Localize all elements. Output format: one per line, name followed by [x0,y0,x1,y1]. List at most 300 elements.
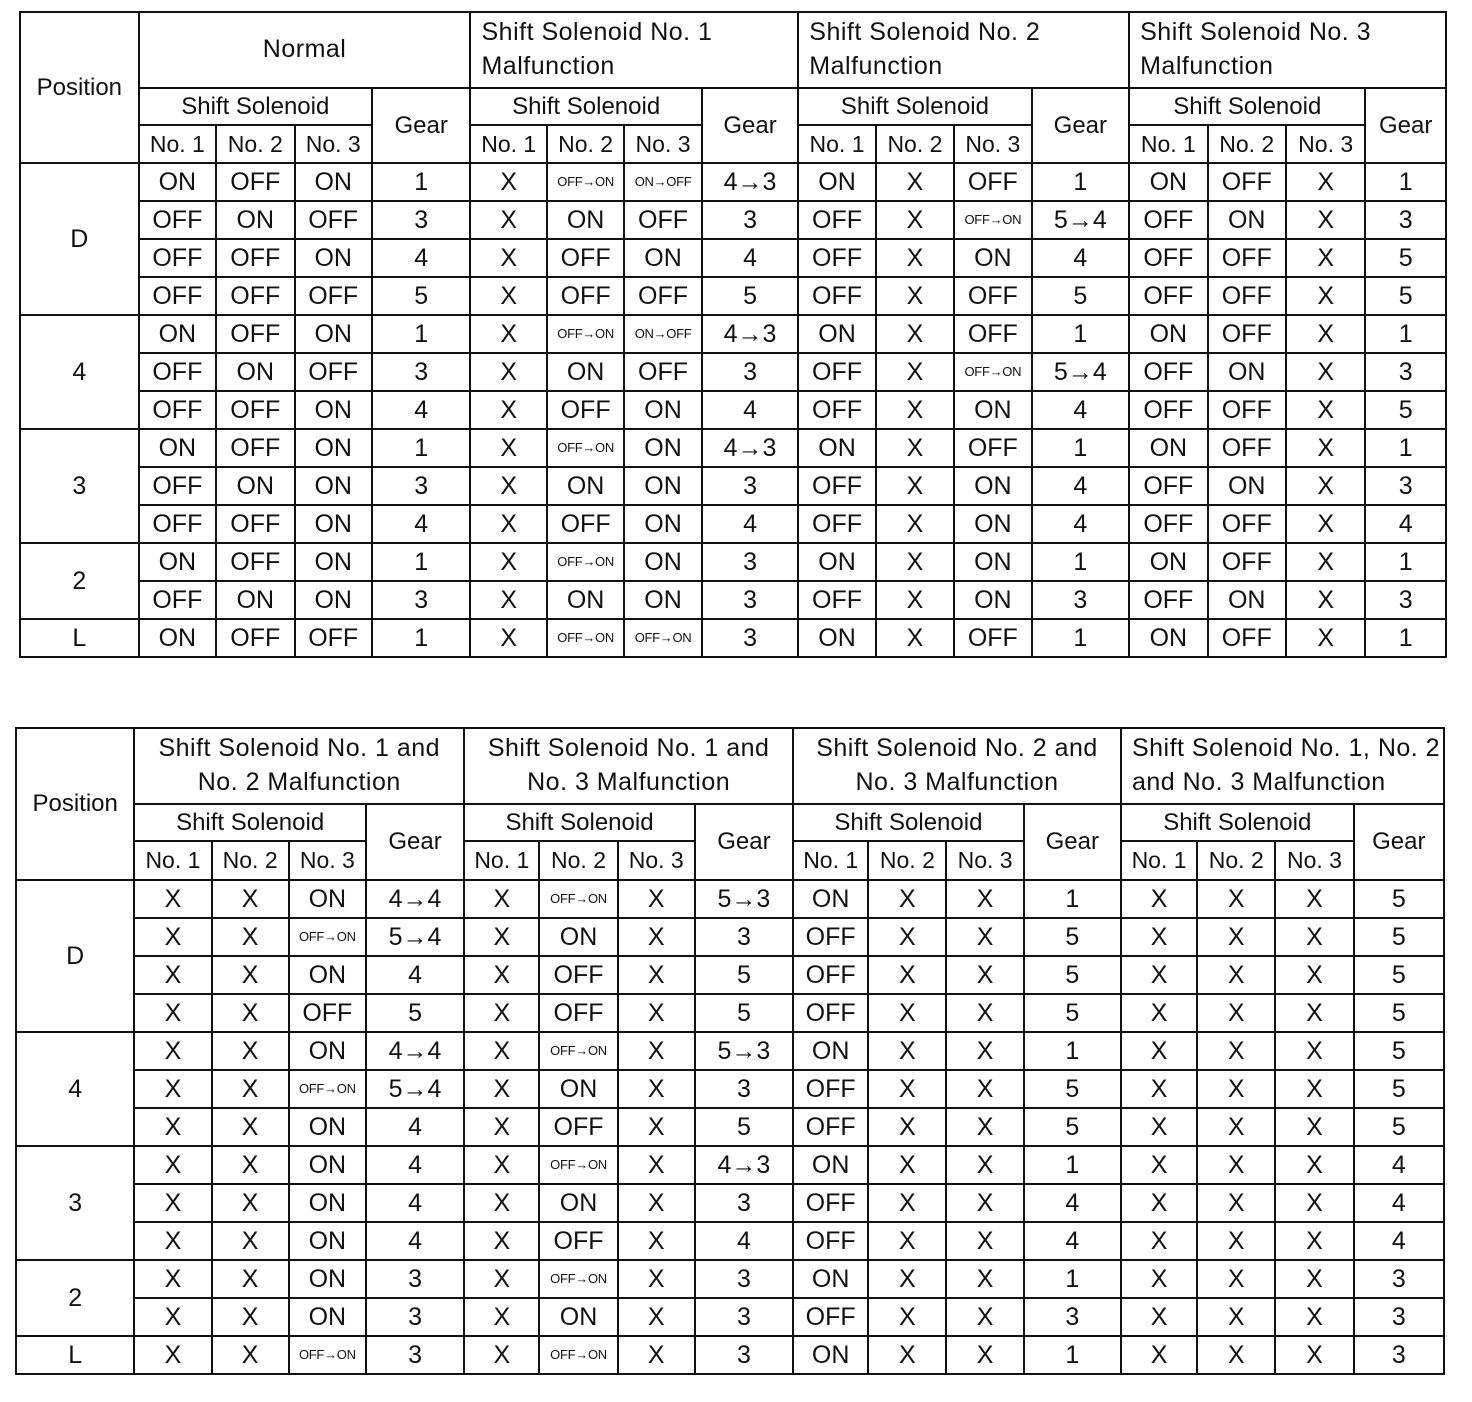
table-row [20,391,1446,429]
table-row [20,201,1446,239]
gear-cell: 5 [372,277,471,315]
gear-cell: 4 [1354,1222,1444,1260]
solenoid-state-cell: X [876,581,954,619]
solenoid-state-cell: OFF [1129,277,1207,315]
solenoid-state-cell: X [876,239,954,277]
solenoid-state-cell: X [1121,1260,1197,1298]
gear-cell: 3 [702,353,799,391]
solenoid-state-cell: OFF→ON [624,619,701,657]
table-row [16,1146,1444,1184]
gear-cell: 3 [695,918,793,956]
solenoid-state-cell: OFF [1208,277,1286,315]
solenoid-state-cell: ON [289,1184,366,1222]
gear-header: Gear [1365,88,1446,163]
solenoid-state-cell: X [470,467,546,505]
solenoid-state-cell: OFF [1208,163,1286,201]
gear-cell: 1 [1024,880,1121,918]
solenoid-state-cell: ON [216,581,294,619]
gear-cell: 3 [1354,1298,1444,1336]
solenoid-state-cell: X [946,956,1023,994]
gear-cell: 1 [1024,1032,1121,1070]
gear-cell: 4→3 [702,429,799,467]
gear-cell: 5→3 [695,880,793,918]
gear-cell: 3 [366,1298,464,1336]
solenoid-state-cell: OFF [798,277,875,315]
solenoid-number-header: No. 2 [876,125,954,163]
solenoid-state-cell: OFF [1208,543,1286,581]
group-title: Shift Solenoid No. 1 and No. 3 Malfunction [464,728,793,804]
solenoid-state-cell: OFF [216,391,294,429]
gear-cell: 4 [366,1222,464,1260]
solenoid-state-cell: ON [139,543,216,581]
solenoid-state-cell: ON [295,429,372,467]
solenoid-state-cell: OFF [1208,429,1286,467]
solenoid-state-cell: ON [624,467,701,505]
solenoid-state-cell: OFF [793,1184,868,1222]
solenoid-state-cell: OFF [547,277,624,315]
solenoid-state-cell: ON [295,239,372,277]
solenoid-number-header: No. 3 [1286,125,1365,163]
solenoid-state-cell: X [946,1260,1023,1298]
solenoid-state-cell: ON [793,1260,868,1298]
solenoid-number-header: No. 1 [1121,841,1197,880]
solenoid-state-cell: ON [289,1298,366,1336]
solenoid-state-cell: X [134,1260,211,1298]
solenoid-state-cell: ON [289,880,366,918]
solenoid-state-cell: ON [798,315,875,353]
shift-solenoid-header: Shift Solenoid [793,804,1024,841]
solenoid-state-cell: ON [624,543,701,581]
solenoid-state-cell: X [868,994,946,1032]
solenoid-state-cell: ON [139,315,216,353]
table-row [20,353,1446,391]
gear-header: Gear [702,88,799,163]
solenoid-state-cell: X [1121,1298,1197,1336]
solenoid-state-cell: OFF [1129,201,1207,239]
solenoid-state-cell: X [1197,1222,1275,1260]
solenoid-state-cell: ON [954,239,1031,277]
solenoid-state-cell: X [876,277,954,315]
solenoid-state-cell: OFF [295,353,372,391]
solenoid-state-cell: X [876,391,954,429]
solenoid-state-cell: OFF [1208,505,1286,543]
solenoid-state-cell: X [946,1146,1023,1184]
solenoid-state-cell: ON [216,353,294,391]
solenoid-state-cell: X [134,1298,211,1336]
gear-cell: 1 [1032,163,1130,201]
position-cell: 3 [16,1146,134,1260]
solenoid-state-cell: X [470,353,546,391]
solenoid-state-cell: X [1197,1336,1275,1374]
gear-cell: 1 [1365,619,1446,657]
shift-solenoid-header: Shift Solenoid [1121,804,1354,841]
solenoid-state-cell: X [868,880,946,918]
solenoid-state-cell: X [134,1146,211,1184]
solenoid-number-header: No. 3 [1275,841,1353,880]
solenoid-number-header: No. 1 [464,841,539,880]
gear-cell: 5 [1024,956,1121,994]
solenoid-state-cell: X [134,1108,211,1146]
solenoid-state-cell: OFF [295,277,372,315]
gear-header: Gear [366,804,464,880]
solenoid-number-header: No. 1 [470,125,546,163]
gear-cell: 4 [1032,391,1130,429]
solenoid-state-cell: OFF [216,505,294,543]
gear-cell: 1 [372,619,471,657]
position-cell: D [16,880,134,1032]
table-row [20,239,1446,277]
table-row [16,1070,1444,1108]
solenoid-state-cell: X [470,429,546,467]
solenoid-state-cell: ON [1129,163,1207,201]
solenoid-state-cell: ON [954,581,1031,619]
solenoid-number-header: No. 3 [954,125,1031,163]
solenoid-state-cell: X [618,1146,695,1184]
solenoid-state-cell: OFF [139,581,216,619]
solenoid-state-cell: X [212,1336,289,1374]
solenoid-state-cell: ON [295,543,372,581]
solenoid-state-cell: X [1197,994,1275,1032]
solenoid-state-cell: X [1121,1336,1197,1374]
solenoid-state-cell: X [868,1260,946,1298]
solenoid-state-cell: OFF→ON [289,1336,366,1374]
solenoid-state-cell: X [212,1108,289,1146]
solenoid-state-cell: ON [295,315,372,353]
solenoid-state-cell: X [1197,1070,1275,1108]
solenoid-state-cell: ON [295,467,372,505]
gear-cell: 4 [366,956,464,994]
solenoid-number-header: No. 3 [946,841,1023,880]
solenoid-state-cell: X [1121,956,1197,994]
solenoid-state-cell: X [464,1222,539,1260]
solenoid-state-cell: ON [289,956,366,994]
solenoid-state-cell: OFF [1129,391,1207,429]
gear-cell: 1 [1032,429,1130,467]
solenoid-state-cell: X [868,1146,946,1184]
solenoid-state-cell: ON [547,353,624,391]
solenoid-state-cell: X [1197,880,1275,918]
solenoid-state-cell: X [470,543,546,581]
position-header: Position [20,12,139,163]
solenoid-state-cell: X [618,1260,695,1298]
solenoid-number-header: No. 2 [1208,125,1286,163]
gear-cell: 3 [1032,581,1130,619]
solenoid-state-cell: X [1197,1184,1275,1222]
solenoid-state-cell: OFF [139,505,216,543]
gear-cell: 5 [1032,277,1130,315]
solenoid-state-cell: ON [1208,467,1286,505]
solenoid-number-header: No. 2 [216,125,294,163]
group-title: Shift Solenoid No. 1 Malfunction [470,12,798,88]
solenoid-state-cell: ON [1129,619,1207,657]
solenoid-state-cell: X [464,880,539,918]
solenoid-state-cell: ON [139,619,216,657]
gear-cell: 3 [695,1260,793,1298]
solenoid-state-cell: OFF [793,1070,868,1108]
gear-cell: 3 [695,1298,793,1336]
gear-cell: 1 [1365,163,1446,201]
solenoid-state-cell: X [464,1184,539,1222]
solenoid-state-cell: OFF [1208,315,1286,353]
solenoid-state-cell: X [1275,1222,1353,1260]
solenoid-state-cell: OFF [798,391,875,429]
solenoid-state-cell: OFF→ON [539,1336,617,1374]
gear-header: Gear [695,804,793,880]
solenoid-number-header: No. 3 [618,841,695,880]
solenoid-state-cell: ON [216,467,294,505]
solenoid-state-cell: ON [624,505,701,543]
solenoid-state-cell: X [1286,239,1365,277]
solenoid-state-cell: X [1286,277,1365,315]
solenoid-state-cell: X [946,1298,1023,1336]
gear-cell: 3 [366,1260,464,1298]
gear-cell: 5→4 [366,918,464,956]
solenoid-state-cell: X [212,1222,289,1260]
solenoid-state-cell: X [1286,429,1365,467]
solenoid-state-cell: OFF→ON [547,543,624,581]
solenoid-state-cell: ON [295,163,372,201]
solenoid-state-cell: X [464,994,539,1032]
solenoid-state-cell: X [868,1184,946,1222]
solenoid-state-cell: OFF [624,353,701,391]
solenoid-state-cell: OFF→ON [547,429,624,467]
solenoid-state-cell: ON [539,1298,617,1336]
solenoid-state-cell: X [470,163,546,201]
gear-cell: 1 [1032,619,1130,657]
gear-cell: 1 [372,543,471,581]
solenoid-state-cell: OFF→ON [954,353,1031,391]
shift-solenoid-header: Shift Solenoid [139,88,372,125]
solenoid-state-cell: OFF [954,277,1031,315]
solenoid-state-cell: OFF→ON [539,1146,617,1184]
gear-cell: 5 [1365,277,1446,315]
solenoid-state-cell: X [618,1336,695,1374]
solenoid-state-cell: X [876,353,954,391]
gear-cell: 1 [1032,543,1130,581]
solenoid-state-cell: ON [547,581,624,619]
solenoid-state-cell: X [1121,880,1197,918]
group-title: Shift Solenoid No. 2 and No. 3 Malfunction [793,728,1121,804]
solenoid-state-cell: OFF [216,619,294,657]
solenoid-state-cell: OFF [624,201,701,239]
position-cell: 4 [16,1032,134,1146]
solenoid-state-cell: X [1275,1336,1353,1374]
solenoid-state-cell: X [464,956,539,994]
gear-header: Gear [1024,804,1121,880]
solenoid-state-cell: X [1275,1146,1353,1184]
group-title: Shift Solenoid No. 2 Malfunction [798,12,1129,88]
solenoid-state-cell: X [1121,1108,1197,1146]
solenoid-state-cell: X [464,918,539,956]
solenoid-state-cell: OFF [798,201,875,239]
solenoid-state-cell: ON [798,619,875,657]
solenoid-number-header: No. 3 [624,125,701,163]
shift-solenoid-header: Shift Solenoid [470,88,701,125]
solenoid-table-multiple-malfunction [15,727,1445,1375]
solenoid-state-cell: X [464,1298,539,1336]
solenoid-state-cell: X [1121,1222,1197,1260]
solenoid-state-cell: X [1286,581,1365,619]
solenoid-state-cell: X [464,1108,539,1146]
group-title: Shift Solenoid No. 3 Malfunction [1129,12,1446,88]
position-cell: L [16,1336,134,1374]
gear-cell: 3 [695,1184,793,1222]
gear-cell: 1 [1024,1336,1121,1374]
gear-cell: 5→4 [1032,353,1130,391]
solenoid-state-cell: ON [954,391,1031,429]
solenoid-state-cell: OFF→ON [954,201,1031,239]
solenoid-state-cell: X [1286,315,1365,353]
solenoid-state-cell: X [946,1032,1023,1070]
solenoid-state-cell: X [1197,956,1275,994]
gear-cell: 1 [1024,1260,1121,1298]
solenoid-state-cell: ON [289,1260,366,1298]
gear-cell: 1 [1365,543,1446,581]
solenoid-state-cell: X [464,1032,539,1070]
solenoid-state-cell: ON [289,1032,366,1070]
solenoid-state-cell: X [868,1298,946,1336]
table-row [16,1184,1444,1222]
gear-cell: 5→3 [695,1032,793,1070]
solenoid-state-cell: ON [624,239,701,277]
solenoid-state-cell: ON [539,1184,617,1222]
solenoid-number-header: No. 1 [134,841,211,880]
solenoid-state-cell: OFF [1208,391,1286,429]
solenoid-state-cell: ON [295,505,372,543]
gear-cell: 4 [702,505,799,543]
solenoid-state-cell: OFF [289,994,366,1032]
solenoid-state-cell: X [946,880,1023,918]
header-row-solenoid [16,804,1444,841]
solenoid-state-cell: ON [954,543,1031,581]
gear-cell: 3 [372,201,471,239]
solenoid-state-cell: X [134,1222,211,1260]
table-row [16,1298,1444,1336]
solenoid-state-cell: OFF [793,1298,868,1336]
gear-cell: 5 [1354,918,1444,956]
solenoid-state-cell: X [876,543,954,581]
solenoid-state-cell: OFF→ON [547,315,624,353]
solenoid-state-cell: X [134,918,211,956]
solenoid-state-cell: ON [139,163,216,201]
solenoid-state-cell: OFF→ON [289,1070,366,1108]
solenoid-state-cell: X [946,1336,1023,1374]
solenoid-state-cell: X [134,956,211,994]
group-title: Normal [139,12,471,88]
solenoid-state-cell: X [1197,1260,1275,1298]
solenoid-state-cell: X [1121,994,1197,1032]
solenoid-state-cell: ON [539,918,617,956]
gear-cell: 1 [1024,1146,1121,1184]
position-cell: 3 [20,429,139,543]
table-row [16,1108,1444,1146]
solenoid-state-cell: X [470,581,546,619]
solenoid-state-cell: X [868,1070,946,1108]
solenoid-state-cell: X [1286,467,1365,505]
gear-cell: 4 [372,391,471,429]
solenoid-state-cell: X [1286,505,1365,543]
solenoid-state-cell: OFF→ON [547,619,624,657]
solenoid-state-cell: OFF [798,239,875,277]
solenoid-state-cell: X [876,619,954,657]
solenoid-state-cell: OFF [539,1222,617,1260]
solenoid-state-cell: ON [539,1070,617,1108]
gear-cell: 5 [695,1108,793,1146]
gear-cell: 3 [702,619,799,657]
gear-cell: 3 [702,201,799,239]
gear-cell: 5 [1024,1070,1121,1108]
solenoid-state-cell: X [868,1032,946,1070]
group-title: Shift Solenoid No. 1 and No. 2 Malfunction [134,728,464,804]
gear-cell: 4 [702,239,799,277]
gear-cell: 4 [1024,1222,1121,1260]
solenoid-number-header: No. 1 [798,125,875,163]
solenoid-state-cell: OFF [1129,467,1207,505]
solenoid-state-cell: ON [1208,353,1286,391]
gear-cell: 1 [1032,315,1130,353]
table-row [16,1336,1444,1374]
gear-cell: 5 [1354,1108,1444,1146]
gear-cell: 4 [372,505,471,543]
solenoid-state-cell: OFF→ON [539,880,617,918]
solenoid-state-cell: OFF→ON [539,1032,617,1070]
solenoid-state-cell: OFF [1129,505,1207,543]
solenoid-state-cell: X [134,1336,211,1374]
solenoid-state-cell: OFF [1208,239,1286,277]
solenoid-number-header: No. 2 [539,841,617,880]
solenoid-state-cell: X [1286,619,1365,657]
solenoid-state-cell: OFF [798,581,875,619]
solenoid-state-cell: X [212,1032,289,1070]
gear-cell: 5 [366,994,464,1032]
solenoid-state-cell: X [946,1222,1023,1260]
position-cell: D [20,163,139,315]
solenoid-state-cell: X [470,239,546,277]
gear-cell: 4 [372,239,471,277]
gear-cell: 4 [695,1222,793,1260]
solenoid-state-cell: ON [295,391,372,429]
gear-cell: 4 [1032,467,1130,505]
solenoid-number-header: No. 2 [212,841,289,880]
solenoid-state-cell: X [1286,353,1365,391]
solenoid-state-cell: ON [289,1222,366,1260]
solenoid-state-cell: OFF [295,619,372,657]
gear-cell: 3 [372,581,471,619]
table-row [16,994,1444,1032]
solenoid-state-cell: X [946,1184,1023,1222]
solenoid-state-cell: OFF [793,1108,868,1146]
solenoid-state-cell: X [618,1298,695,1336]
solenoid-state-cell: X [618,1184,695,1222]
header-row-solenoid [20,88,1446,125]
solenoid-state-cell: X [1286,201,1365,239]
solenoid-state-cell: OFF [1208,619,1286,657]
gear-cell: 4 [1024,1184,1121,1222]
solenoid-state-cell: ON [1129,543,1207,581]
solenoid-state-cell: OFF [954,315,1031,353]
solenoid-state-cell: OFF [216,239,294,277]
solenoid-state-cell: X [1197,1032,1275,1070]
solenoid-state-cell: X [618,880,695,918]
solenoid-state-cell: X [1275,1032,1353,1070]
solenoid-state-cell: ON [793,1032,868,1070]
solenoid-state-cell: X [134,1032,211,1070]
solenoid-state-cell: X [470,315,546,353]
solenoid-state-cell: X [212,956,289,994]
solenoid-state-cell: X [212,1146,289,1184]
solenoid-state-cell: X [470,201,546,239]
solenoid-state-cell: X [1275,1260,1353,1298]
